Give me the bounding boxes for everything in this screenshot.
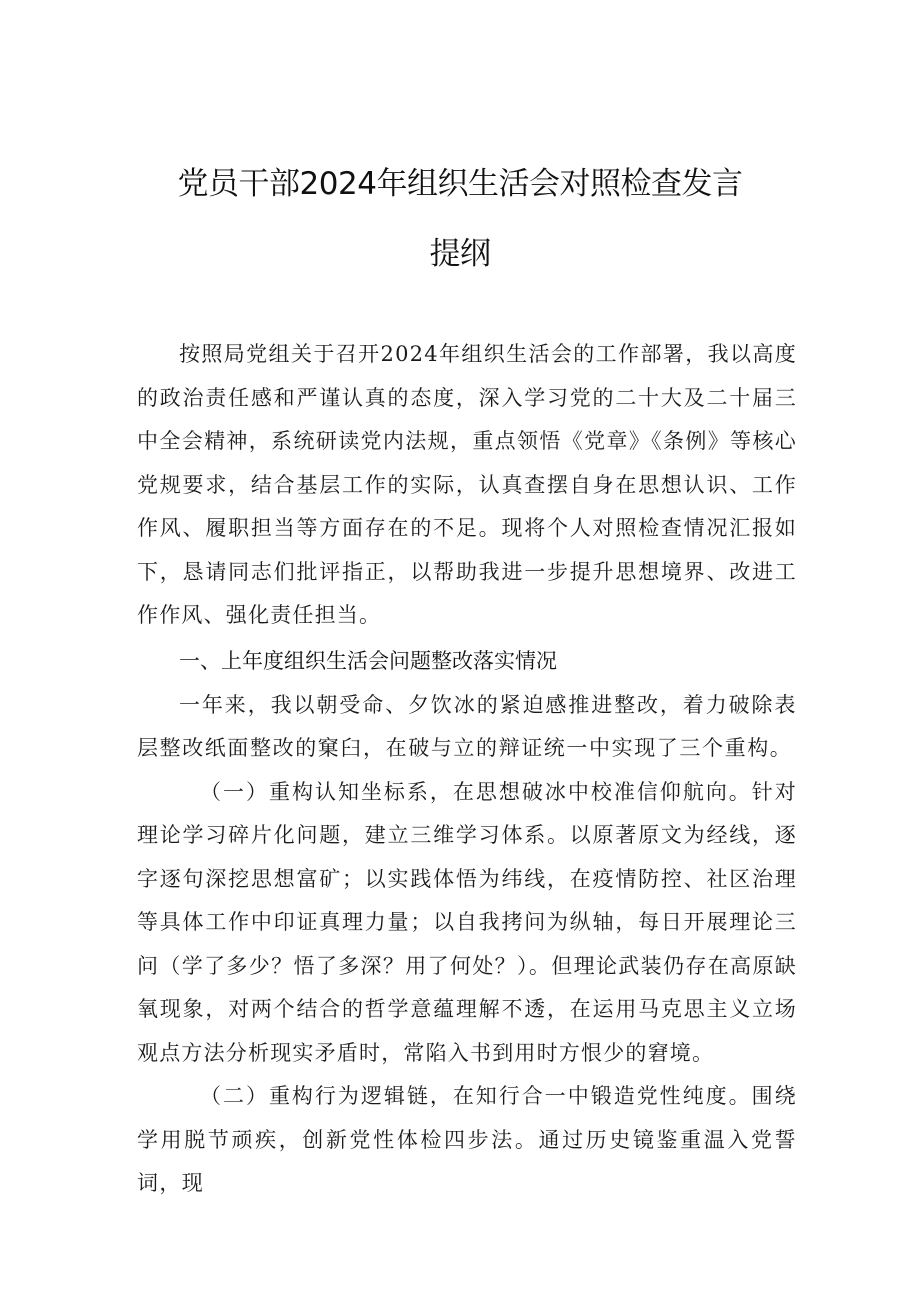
section-heading: 一、上年度组织生活会问题整改落实情况	[179, 648, 557, 673]
document-body	[137, 333, 797, 1206]
intro-paragraph: 按照局党组关于召开2024年组织生活会的工作部署，我以高度的政治责任感和严谨认真的态度，深入学习党的二十大及二十届三中全会精神，系统研读党内法规，重点领悟《党章》《条例》等核心党规要求，结合基层工作的实际，认真查摆自身在思想认识、工作作风、履职担当等方面存在的不足。现将个人对照检查情况汇报如下，恳请同志们批评指正，以帮助我进一步提升思想境界、改进工作作风、强化责任担当。	[137, 342, 797, 627]
section-intro-paragraph: 一年来，我以朝受命、夕饮冰的紧迫感推进整改，着力破除表层整改纸面整改的窠臼，在破与立的辩证统一中实现了三个重构。	[137, 692, 797, 760]
item-paragraph-1: （一）重构认知坐标系，在思想破冰中校准信仰航向。针对理论学习碎片化问题，建立三维学习体系。以原著原文为经线，逐字逐句深挖思想富矿；以实践体悟为纬线，在疫情防控、社区治理等具体工作中印证真理力量；以自我拷问为纵轴，每日开展理论三问（学了多少？悟了多深？用了何处？）。但理论武装仍存在高原缺氧现象，对两个结合的哲学意蕴理解不透，在运用马克思主义立场观点方法分析现实矛盾时，常陷入书到用时方恨少的窘境。	[137, 779, 797, 1065]
document-title-line2: 提纲	[429, 236, 491, 272]
document-title-line1: 党员干部2024年组织生活会对照检查发言	[177, 166, 743, 202]
item-paragraph-2: （二）重构行为逻辑链，在知行合一中锻造党性纯度。围绕学用脱节顽疾，创新党性体检四步法。通过历史镜鉴重温入党誓词，现	[137, 1084, 797, 1195]
